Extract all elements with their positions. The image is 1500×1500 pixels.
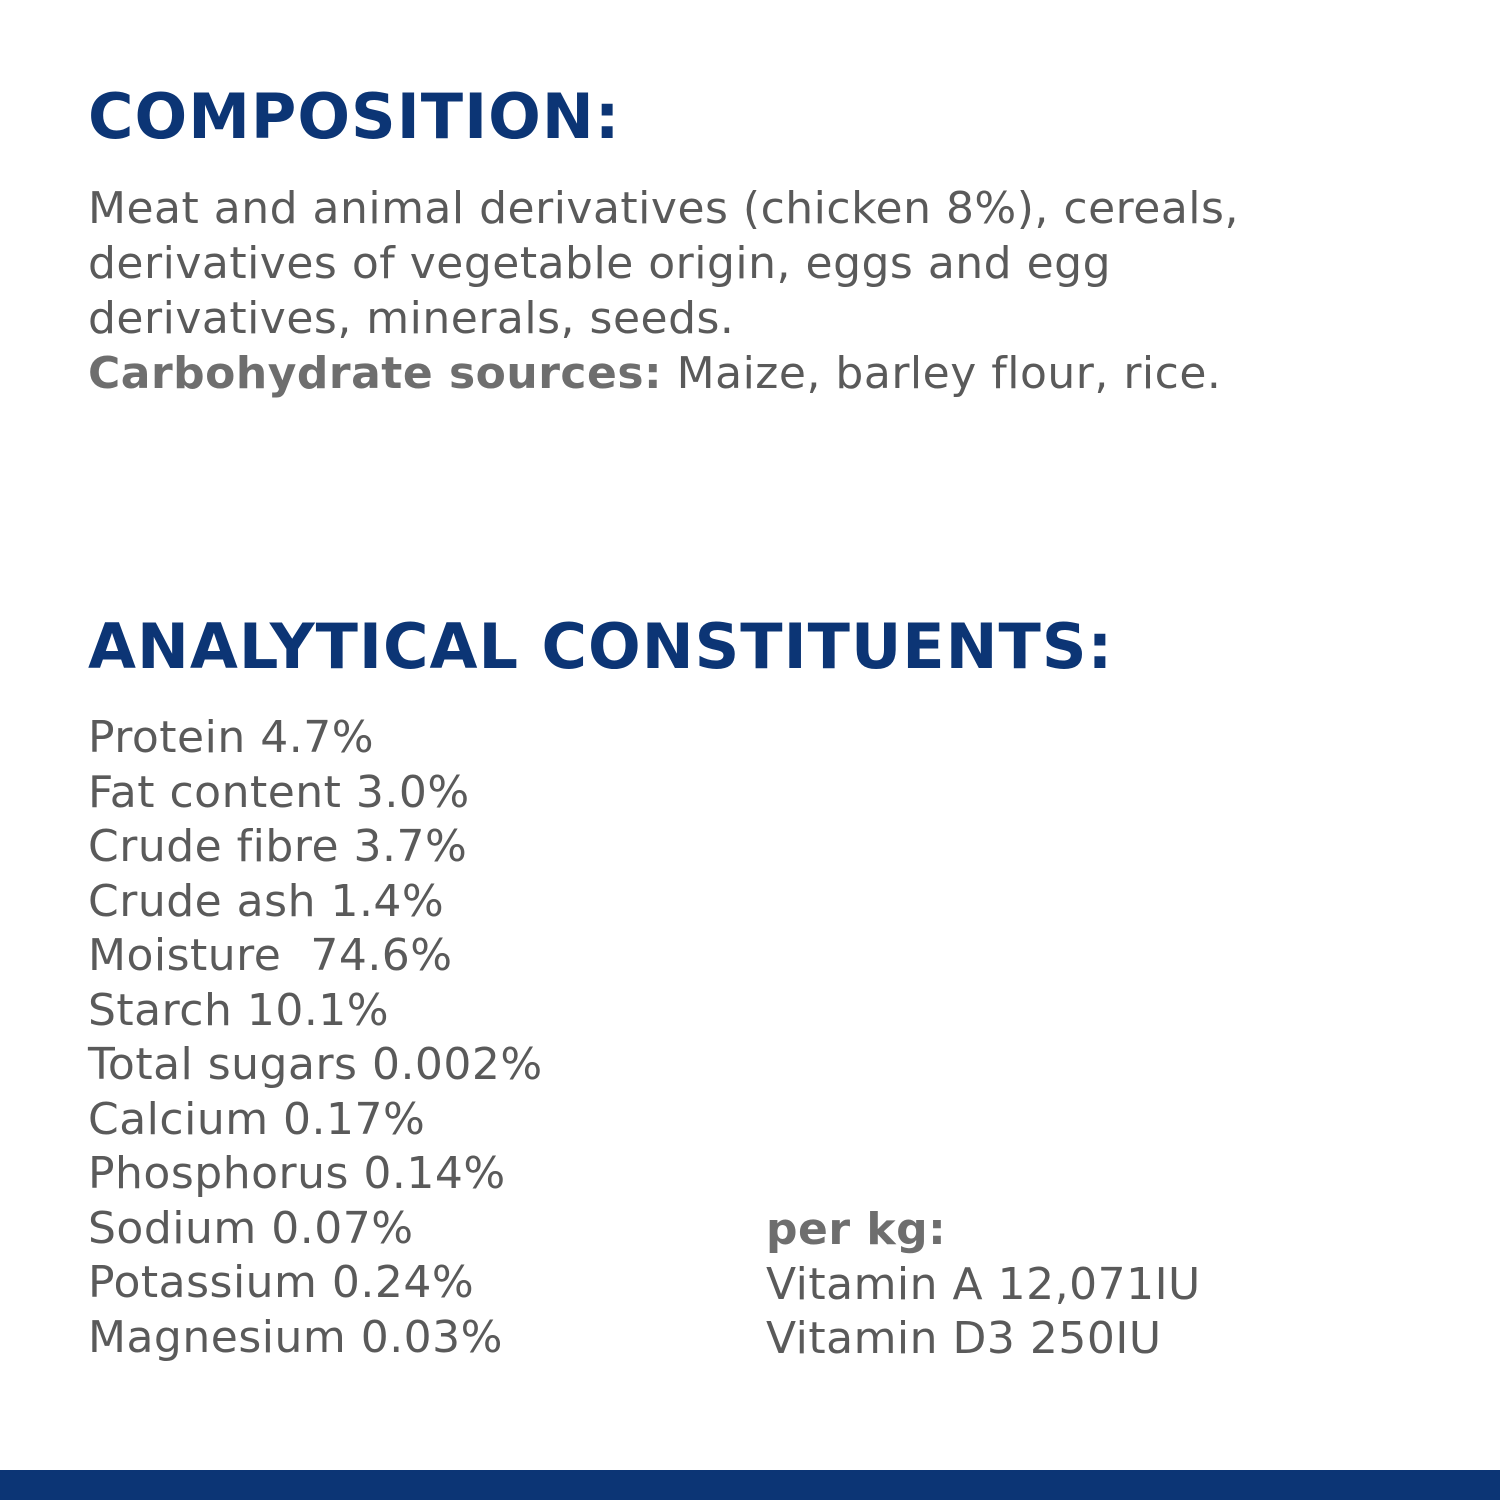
- per-kg-label: per kg:: [766, 1204, 947, 1255]
- footer-bar: [0, 1470, 1500, 1500]
- constituent-item: Protein 4.7%: [88, 712, 375, 763]
- constituent-item: Moisture 74.6%: [88, 930, 453, 981]
- constituent-item: Fat content 3.0%: [88, 766, 470, 818]
- composition-text: [88, 181, 1428, 401]
- vitamin-item: Vitamin D3 250IU: [766, 1313, 1162, 1364]
- per-kg-block: [766, 1203, 1201, 1367]
- composition-heading: COMPOSITION:: [88, 80, 621, 153]
- constituent-item: Total sugars 0.002%: [88, 1039, 543, 1090]
- composition-line: derivatives, minerals, seeds.: [88, 293, 735, 344]
- constituent-item: Crude fibre 3.7%: [88, 821, 468, 872]
- carbohydrate-sources-value: Maize, barley flour, rice.: [662, 348, 1222, 399]
- carbohydrate-sources-label: Carbohydrate sources:: [88, 348, 663, 399]
- composition-line: Meat and animal derivatives (chicken 8%), cereals,: [88, 183, 1239, 234]
- constituent-item: Phosphorus 0.14%: [88, 1148, 506, 1199]
- constituent-item: Crude ash 1.4%: [88, 875, 445, 927]
- constituent-item: Calcium 0.17%: [88, 1093, 426, 1145]
- carbohydrate-sources-line: [88, 346, 1428, 401]
- analytical-constituents-heading: ANALYTICAL CONSTITUENTS:: [88, 610, 1114, 683]
- constituent-item: Starch 10.1%: [88, 984, 390, 1036]
- constituent-item: Sodium 0.07%: [88, 1202, 414, 1254]
- constituent-item: Magnesium 0.03%: [88, 1311, 503, 1363]
- composition-line: derivatives of vegetable origin, eggs and egg: [88, 238, 1112, 289]
- vitamin-item: Vitamin A 12,071IU: [766, 1258, 1201, 1310]
- constituent-item: Potassium 0.24%: [88, 1257, 475, 1308]
- constituents-list: [88, 711, 543, 1365]
